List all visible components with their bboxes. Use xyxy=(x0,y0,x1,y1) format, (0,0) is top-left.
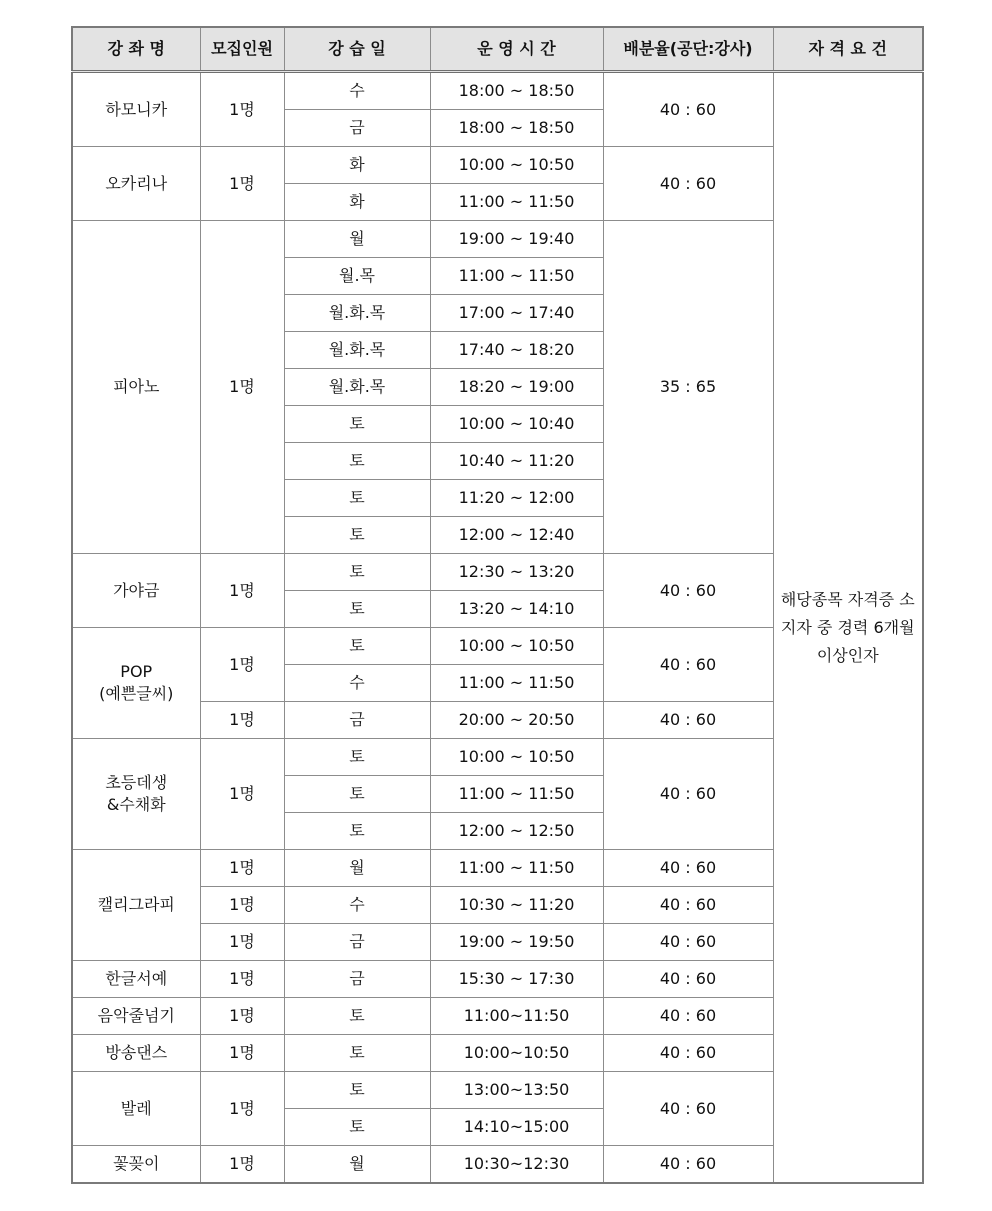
capacity-cell: 1명 xyxy=(200,961,284,998)
time-cell: 11:00 ~ 11:50 xyxy=(430,850,603,887)
ratio-cell: 40 : 60 xyxy=(603,998,773,1035)
course-name-cell: 초등데생 &수채화 xyxy=(72,739,200,850)
day-cell: 금 xyxy=(284,702,430,739)
day-cell: 월.목 xyxy=(284,258,430,295)
time-cell: 11:00 ~ 11:50 xyxy=(430,776,603,813)
time-cell: 10:30 ~ 11:20 xyxy=(430,887,603,924)
day-cell: 토 xyxy=(284,813,430,850)
capacity-cell: 1명 xyxy=(200,554,284,628)
header-course-name: 강 좌 명 xyxy=(72,27,200,72)
day-cell: 화 xyxy=(284,147,430,184)
header-capacity: 모집인원 xyxy=(200,27,284,72)
course-name-cell: 피아노 xyxy=(72,221,200,554)
qualification-cell: 해당종목 자격증 소지자 중 경력 6개월 이상인자 xyxy=(773,72,923,1184)
day-cell: 토 xyxy=(284,591,430,628)
day-cell: 월.화.목 xyxy=(284,332,430,369)
time-cell: 19:00 ~ 19:40 xyxy=(430,221,603,258)
ratio-cell: 40 : 60 xyxy=(603,628,773,702)
time-cell: 15:30 ~ 17:30 xyxy=(430,961,603,998)
time-cell: 11:00 ~ 11:50 xyxy=(430,184,603,221)
course-name-cell: 방송댄스 xyxy=(72,1035,200,1072)
time-cell: 19:00 ~ 19:50 xyxy=(430,924,603,961)
time-cell: 11:00 ~ 11:50 xyxy=(430,665,603,702)
course-name-cell: 가야금 xyxy=(72,554,200,628)
time-cell: 11:20 ~ 12:00 xyxy=(430,480,603,517)
time-cell: 13:20 ~ 14:10 xyxy=(430,591,603,628)
time-cell: 18:20 ~ 19:00 xyxy=(430,369,603,406)
time-cell: 17:00 ~ 17:40 xyxy=(430,295,603,332)
table-row xyxy=(72,72,923,110)
time-cell: 12:30 ~ 13:20 xyxy=(430,554,603,591)
course-name-cell: 꽃꽂이 xyxy=(72,1146,200,1184)
day-cell: 월.화.목 xyxy=(284,369,430,406)
ratio-cell: 40 : 60 xyxy=(603,887,773,924)
header-share-ratio: 배분율(공단:강사) xyxy=(603,27,773,72)
capacity-cell: 1명 xyxy=(200,628,284,702)
course-name-cell: 캘리그라피 xyxy=(72,850,200,961)
time-cell: 12:00 ~ 12:50 xyxy=(430,813,603,850)
ratio-cell: 40 : 60 xyxy=(603,72,773,147)
ratio-cell: 40 : 60 xyxy=(603,739,773,850)
day-cell: 금 xyxy=(284,961,430,998)
capacity-cell: 1명 xyxy=(200,850,284,887)
ratio-cell: 40 : 60 xyxy=(603,554,773,628)
header-class-day: 강 습 일 xyxy=(284,27,430,72)
day-cell: 토 xyxy=(284,776,430,813)
day-cell: 토 xyxy=(284,480,430,517)
day-cell: 금 xyxy=(284,110,430,147)
course-name-cell: 하모니카 xyxy=(72,72,200,147)
ratio-cell: 40 : 60 xyxy=(603,924,773,961)
ratio-cell: 40 : 60 xyxy=(603,850,773,887)
day-cell: 수 xyxy=(284,72,430,110)
day-cell: 수 xyxy=(284,887,430,924)
day-cell: 화 xyxy=(284,184,430,221)
time-cell: 10:40 ~ 11:20 xyxy=(430,443,603,480)
course-schedule-table xyxy=(71,26,924,1184)
capacity-cell: 1명 xyxy=(200,1035,284,1072)
ratio-cell: 40 : 60 xyxy=(603,1035,773,1072)
ratio-cell: 40 : 60 xyxy=(603,147,773,221)
course-name-cell: POP (예쁜글씨) xyxy=(72,628,200,739)
day-cell: 토 xyxy=(284,1109,430,1146)
day-cell: 토 xyxy=(284,406,430,443)
course-name-cell: 발레 xyxy=(72,1072,200,1146)
ratio-cell: 40 : 60 xyxy=(603,1146,773,1184)
day-cell: 월 xyxy=(284,221,430,258)
header-row xyxy=(72,27,923,72)
ratio-cell: 40 : 60 xyxy=(603,1072,773,1146)
time-cell: 10:00 ~ 10:50 xyxy=(430,739,603,776)
ratio-cell: 40 : 60 xyxy=(603,702,773,739)
time-cell: 10:00 ~ 10:40 xyxy=(430,406,603,443)
day-cell: 토 xyxy=(284,739,430,776)
ratio-cell: 35 : 65 xyxy=(603,221,773,554)
time-cell: 10:00 ~ 10:50 xyxy=(430,628,603,665)
day-cell: 토 xyxy=(284,998,430,1035)
course-name-cell: 음악줄넘기 xyxy=(72,998,200,1035)
capacity-cell: 1명 xyxy=(200,924,284,961)
capacity-cell: 1명 xyxy=(200,221,284,554)
time-cell: 10:00~10:50 xyxy=(430,1035,603,1072)
time-cell: 20:00 ~ 20:50 xyxy=(430,702,603,739)
course-name-cell: 오카리나 xyxy=(72,147,200,221)
time-cell: 14:10~15:00 xyxy=(430,1109,603,1146)
capacity-cell: 1명 xyxy=(200,1072,284,1146)
day-cell: 월.화.목 xyxy=(284,295,430,332)
day-cell: 토 xyxy=(284,1035,430,1072)
day-cell: 토 xyxy=(284,554,430,591)
time-cell: 17:40 ~ 18:20 xyxy=(430,332,603,369)
time-cell: 13:00~13:50 xyxy=(430,1072,603,1109)
day-cell: 월 xyxy=(284,1146,430,1184)
time-cell: 10:30~12:30 xyxy=(430,1146,603,1184)
header-operating-time: 운 영 시 간 xyxy=(430,27,603,72)
day-cell: 토 xyxy=(284,443,430,480)
time-cell: 10:00 ~ 10:50 xyxy=(430,147,603,184)
capacity-cell: 1명 xyxy=(200,147,284,221)
header-qualification: 자 격 요 건 xyxy=(773,27,923,72)
capacity-cell: 1명 xyxy=(200,702,284,739)
time-cell: 12:00 ~ 12:40 xyxy=(430,517,603,554)
capacity-cell: 1명 xyxy=(200,887,284,924)
time-cell: 18:00 ~ 18:50 xyxy=(430,72,603,110)
time-cell: 11:00 ~ 11:50 xyxy=(430,258,603,295)
day-cell: 월 xyxy=(284,850,430,887)
day-cell: 토 xyxy=(284,1072,430,1109)
ratio-cell: 40 : 60 xyxy=(603,961,773,998)
day-cell: 금 xyxy=(284,924,430,961)
day-cell: 토 xyxy=(284,628,430,665)
course-name-cell: 한글서예 xyxy=(72,961,200,998)
day-cell: 토 xyxy=(284,517,430,554)
capacity-cell: 1명 xyxy=(200,72,284,147)
time-cell: 18:00 ~ 18:50 xyxy=(430,110,603,147)
capacity-cell: 1명 xyxy=(200,1146,284,1184)
capacity-cell: 1명 xyxy=(200,739,284,850)
day-cell: 수 xyxy=(284,665,430,702)
capacity-cell: 1명 xyxy=(200,998,284,1035)
time-cell: 11:00~11:50 xyxy=(430,998,603,1035)
